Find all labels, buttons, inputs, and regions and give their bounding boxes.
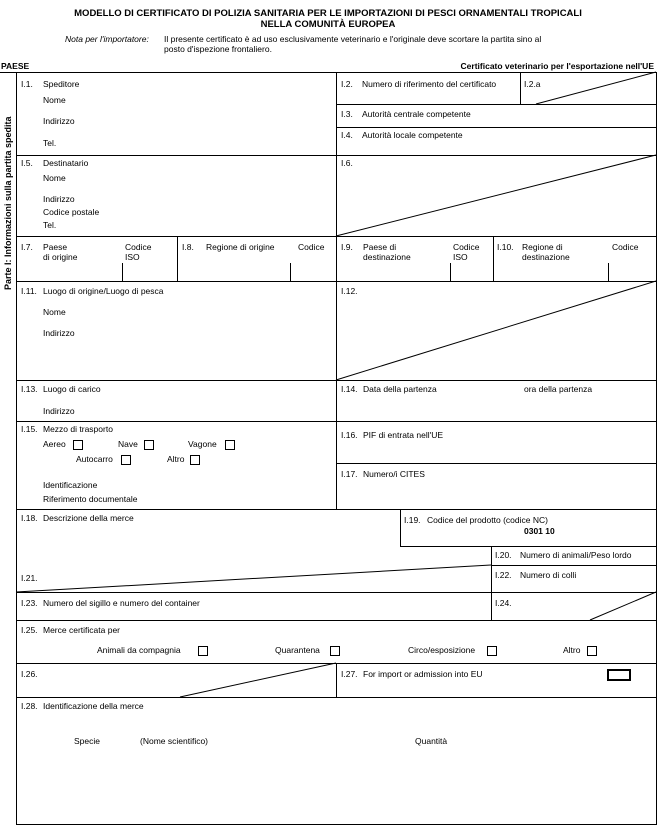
other-transport-checkbox[interactable] bbox=[190, 455, 200, 465]
commodity-code-label: Codice del prodotto (codice NC) bbox=[427, 515, 548, 525]
pets-label: Animali da compagnia bbox=[97, 645, 181, 655]
ship-label: Nave bbox=[118, 439, 138, 449]
departure-date-label: Data della partenza bbox=[363, 384, 437, 394]
field-number: I.13. bbox=[21, 384, 38, 394]
railway-checkbox[interactable] bbox=[225, 440, 235, 450]
quarantine-label: Quarantena bbox=[275, 645, 320, 655]
region-code-label: Codice bbox=[298, 242, 325, 252]
cites-label: Numero/i CITES bbox=[363, 469, 425, 479]
field-number: I.10. bbox=[497, 242, 514, 252]
field-number: I.15. bbox=[21, 424, 38, 434]
form-title-line1: MODELLO DI CERTIFICATO DI POLIZIA SANITARIA PER LE IMPORTAZIONI DI PESCI ORNAMENTALI TROPICALI bbox=[74, 8, 582, 19]
field-i2a-label: I.2.a bbox=[524, 79, 541, 89]
field-number: I.1. bbox=[21, 79, 33, 89]
field-number: I.27. bbox=[341, 669, 358, 679]
central-authority-label: Autorità centrale competente bbox=[362, 109, 471, 119]
country-label: PAESE bbox=[1, 61, 30, 71]
import-admission-label: For import or admission into EU bbox=[363, 669, 483, 679]
packages-label: Numero di colli bbox=[520, 570, 577, 580]
iso-code-label-2: ISO bbox=[125, 252, 140, 262]
consignee-address-label: Indirizzo bbox=[43, 194, 75, 204]
field-number: I.18. bbox=[21, 513, 38, 523]
region-dest-label-2: destinazione bbox=[522, 252, 570, 262]
field-number: I.25. bbox=[21, 625, 38, 635]
field-number: I.16. bbox=[341, 430, 358, 440]
field-number: I.3. bbox=[341, 109, 353, 119]
sender-address-label: Indirizzo bbox=[43, 116, 75, 126]
field-number: I.21. bbox=[21, 573, 38, 583]
field-number: I.5. bbox=[21, 158, 33, 168]
field-number: I.22. bbox=[495, 570, 512, 580]
dest-code-label: Codice bbox=[453, 242, 480, 252]
scientific-name-label: (Nome scientifico) bbox=[140, 736, 209, 746]
field-number: I.28. bbox=[21, 701, 38, 711]
country-dest-label: Paese di bbox=[363, 242, 397, 252]
quantity-weight-label: Numero di animali/Peso lordo bbox=[520, 550, 632, 560]
field-number: I.20. bbox=[495, 550, 512, 560]
bip-entry-label: PIF di entrata nell'UE bbox=[363, 430, 444, 440]
goods-identification-label: Identificazione della merce bbox=[43, 701, 144, 711]
other-purpose-checkbox[interactable] bbox=[587, 646, 597, 656]
quantity-label: Quantità bbox=[415, 736, 448, 746]
quarantine-checkbox[interactable] bbox=[330, 646, 340, 656]
commodity-code-value: 0301 10 bbox=[524, 526, 555, 536]
sender-name-label: Nome bbox=[43, 95, 66, 105]
consignee-label: Destinatario bbox=[43, 158, 89, 168]
region-dest-code-label: Codice bbox=[612, 242, 639, 252]
sender-tel-label: Tel. bbox=[43, 138, 57, 148]
form-title-line2: NELLA COMUNITÀ EUROPEA bbox=[260, 19, 396, 30]
country-dest-label-2: destinazione bbox=[363, 252, 411, 262]
import-admission-checkbox[interactable] bbox=[607, 669, 631, 681]
iso-code-label: Codice bbox=[125, 242, 152, 252]
airplane-label: Aereo bbox=[43, 439, 66, 449]
departure-time-label: ora della partenza bbox=[524, 384, 593, 394]
note-text-line1: Il presente certificato è ad uso esclusivamente veterinario e l'originale deve scortare la partita sino al bbox=[164, 34, 542, 44]
field-number: I.24. bbox=[495, 598, 512, 608]
other-purpose-label: Altro bbox=[563, 645, 581, 655]
side-label-part1: Parte I: Informazioni sulla partita spedita bbox=[3, 116, 13, 290]
field-number: I.6. bbox=[341, 158, 353, 168]
certified-for-label: Merce certificata per bbox=[43, 625, 120, 635]
field-number: I.14. bbox=[341, 384, 358, 394]
field-number: I.8. bbox=[182, 242, 194, 252]
seal-container-label: Numero del sigillo e numero del container bbox=[43, 598, 200, 608]
consignee-postcode-label: Codice postale bbox=[43, 207, 100, 217]
circus-checkbox[interactable] bbox=[487, 646, 497, 656]
country-origin-label-2: di origine bbox=[43, 252, 78, 262]
truck-label: Autocarro bbox=[76, 454, 113, 464]
origin-name-label: Nome bbox=[43, 307, 66, 317]
field-number: I.2. bbox=[341, 79, 353, 89]
field-number: I.11. bbox=[21, 286, 37, 296]
transport-label: Mezzo di trasporto bbox=[43, 424, 113, 434]
local-authority-label: Autorità locale competente bbox=[362, 130, 463, 140]
field-number: I.7. bbox=[21, 242, 33, 252]
field-number: I.26. bbox=[21, 669, 38, 679]
loading-address-label: Indirizzo bbox=[43, 406, 75, 416]
origin-place-label: Luogo di origine/Luogo di pesca bbox=[43, 286, 164, 296]
note-text-line2: posto d'ispezione frontaliero. bbox=[164, 44, 272, 54]
circus-label: Circo/esposizione bbox=[408, 645, 476, 655]
loading-place-label: Luogo di carico bbox=[43, 384, 101, 394]
region-dest-label: Regione di bbox=[522, 242, 563, 252]
field-number: I.17. bbox=[341, 469, 358, 479]
sender-label: Speditore bbox=[43, 79, 80, 89]
origin-address-label: Indirizzo bbox=[43, 328, 75, 338]
field-number: I.9. bbox=[341, 242, 353, 252]
dest-code-label-2: ISO bbox=[453, 252, 468, 262]
consignee-tel-label: Tel. bbox=[43, 220, 57, 230]
certificate-label: Certificato veterinario per l'esportazione nell'UE bbox=[460, 61, 654, 71]
consignee-name-label: Nome bbox=[43, 173, 66, 183]
pets-checkbox[interactable] bbox=[198, 646, 208, 656]
goods-description-label: Descrizione della merce bbox=[43, 513, 134, 523]
other-transport-label: Altro bbox=[167, 454, 185, 464]
field-number: I.4. bbox=[341, 130, 353, 140]
species-label: Specie bbox=[74, 736, 100, 746]
region-origin-label: Regione di origine bbox=[206, 242, 275, 252]
airplane-checkbox[interactable] bbox=[73, 440, 83, 450]
railway-label: Vagone bbox=[188, 439, 217, 449]
country-origin-label: Paese bbox=[43, 242, 68, 252]
note-label: Nota per l'importatore: bbox=[65, 34, 149, 44]
truck-checkbox[interactable] bbox=[121, 455, 131, 465]
ship-checkbox[interactable] bbox=[144, 440, 154, 450]
document-ref-label: Riferimento documentale bbox=[43, 494, 138, 504]
field-number: I.12. bbox=[341, 286, 358, 296]
field-number: I.19. bbox=[404, 515, 421, 525]
cert-ref-label: Numero di riferimento del certificato bbox=[362, 79, 497, 89]
field-number: I.23. bbox=[21, 598, 38, 608]
identification-label: Identificazione bbox=[43, 480, 98, 490]
